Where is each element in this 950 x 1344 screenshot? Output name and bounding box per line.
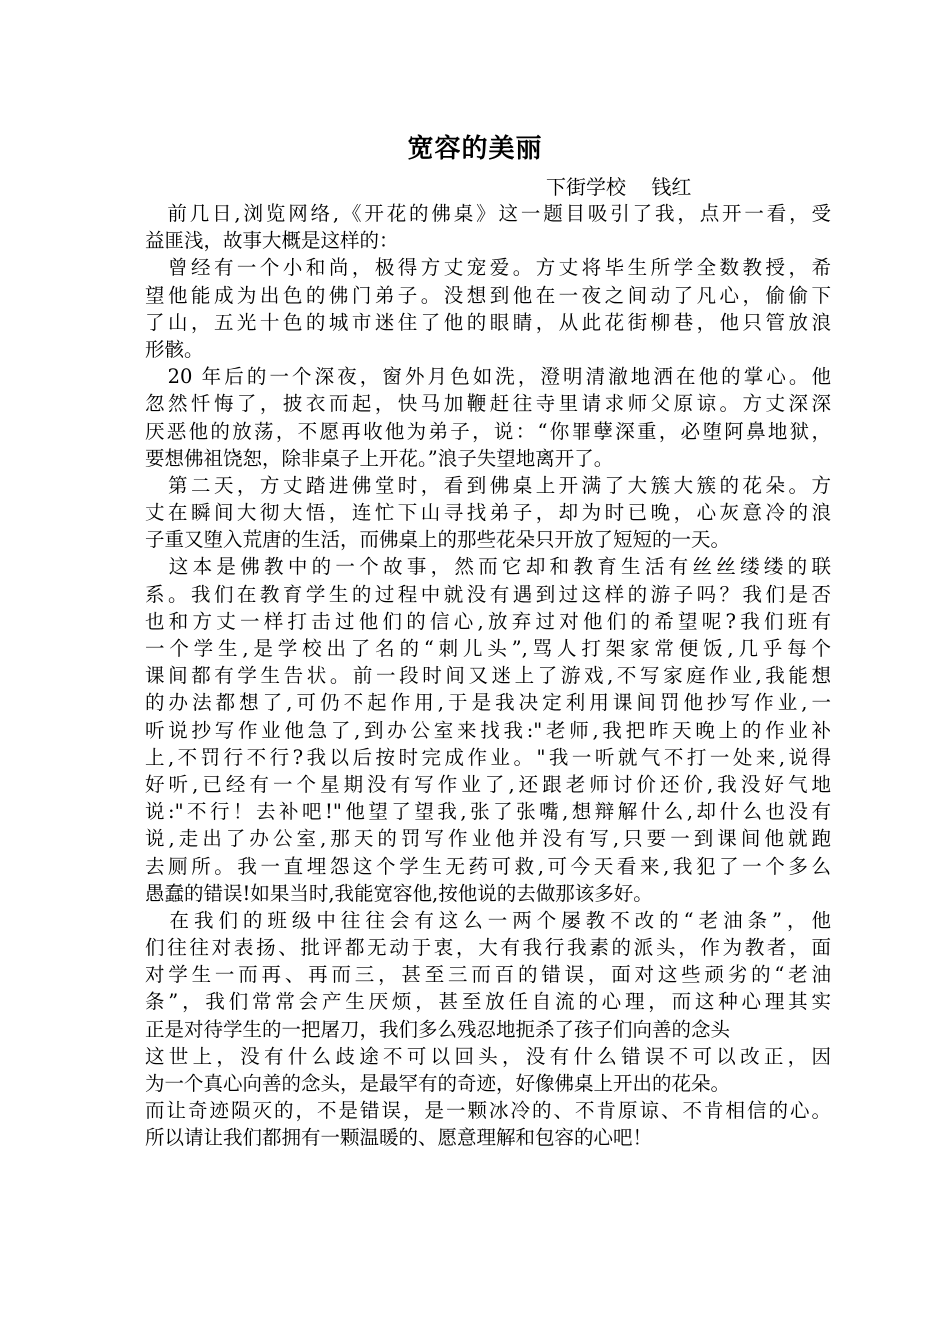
text-line: 说:"不行！去补吧!"他望了望我,张了张嘴,想辩解什么,却什么也没有 [145, 800, 831, 824]
text-line: 愚蠢的错误!如果当时,我能宽容他,按他说的去做那该多好。 [145, 881, 653, 905]
text-line: 第二天，方丈踏进佛堂时，看到佛桌上开满了大簇大簇的花朵。方 [145, 473, 831, 497]
text-line: 益匪浅，故事大概是这样的： [145, 229, 399, 253]
text-line: 们往往对表扬、批评都无动于衷，大有我行我素的派头，作为教者，面 [145, 936, 831, 960]
text-line: 对学生一而再、再而三，甚至三而百的错误，面对这些顽劣的“老油 [145, 963, 831, 987]
text-line: 去厕所。我一直埋怨这个学生无药可救,可今天看来,我犯了一个多么 [145, 854, 831, 878]
text-line: 所以请让我们都拥有一颗温暖的、愿意理解和包容的心吧！ [145, 1126, 653, 1150]
text-line: 子重又堕入荒唐的生活，而佛桌上的那些花朵只开放了短短的一天。 [145, 528, 731, 552]
text-line: 丈在瞬间大彻大悟，连忙下山寻找弟子，却为时已晚，心灰意冷的浪 [145, 501, 831, 525]
text-line: 望他能成为出色的佛门弟子。没想到他在一夜之间动了凡心，偷偷下 [145, 283, 831, 307]
text-line: 课间都有学生告状。前一段时间又迷上了游戏,不写家庭作业,我能想 [145, 664, 831, 688]
text-line: 的办法都想了,可仍不起作用,于是我决定利用课间罚他抄写作业,一 [145, 691, 831, 715]
paragraph [145, 363, 831, 472]
text-line: 正是对待学生的一把屠刀，我们多么残忍地扼杀了孩子们向善的念头 [145, 1017, 731, 1041]
text-line: 了山，五光十色的城市迷住了他的眼睛，从此花街柳巷，他只管放浪 [145, 310, 831, 334]
paragraph [145, 553, 831, 906]
text-line: 系。我们在教育学生的过程中就没有遇到过这样的游子吗？我们是否 [145, 582, 831, 606]
text-line: 在我们的班级中往往会有这么一两个屡教不改的“老油条”，他 [145, 908, 831, 932]
text-line: 这世上，没有什么歧途不可以回头，没有什么错误不可以改正，因 [145, 1044, 831, 1068]
text-line: 而让奇迹陨灭的，不是错误，是一颗冰冷的、不肯原谅、不肯相信的心。 [145, 1099, 831, 1123]
text-line: 要想佛祖饶恕，除非桌子上开花。”浪子失望地离开了。 [145, 446, 614, 470]
text-line: 好听,已经有一个星期没有写作业了,还跟老师讨价还价,我没好气地 [145, 772, 831, 796]
text-line: 条”，我们常常会产生厌烦，甚至放任自流的心理，而这种心理其实 [145, 990, 831, 1014]
paragraph [145, 1043, 831, 1152]
text-line: 前几日,浏览网络,《开花的佛桌》这一题目吸引了我，点开一看，受 [145, 202, 831, 225]
text-line: 这本是佛教中的一个故事，然而它却和教育生活有丝丝缕缕的联 [145, 555, 831, 579]
paragraph [145, 200, 831, 254]
text-line: 形骸。 [145, 337, 204, 361]
text-line: 上,不罚行不行?我以后按时完成作业。"我一听就气不打一处来,说得 [145, 745, 831, 769]
text-line: 曾经有一个小和尚，极得方丈宠爱。方丈将毕生所学全数教授，希 [145, 256, 831, 280]
article-body [145, 200, 831, 1152]
text-line: 说,走出了办公室,那天的罚写作业他并没有写,只要一到课间他就跑 [145, 827, 831, 851]
paragraph [145, 254, 831, 363]
author-line: 下街学校 钱红 [546, 175, 692, 199]
text-line: 20 年后的一个深夜，窗外月色如洗，澄明清澈地洒在他的掌心。他 [145, 365, 831, 389]
text-line: 厌恶他的放荡，不愿再收他为弟子，说：“你罪孽深重，必堕阿鼻地狱， [145, 419, 831, 443]
text-line: 也和方丈一样打击过他们的信心,放弃过对他们的希望呢?我们班有 [145, 609, 831, 633]
paragraph [145, 907, 831, 1043]
text-line: 一个学生,是学校出了名的“刺儿头”,骂人打架家常便饭,几乎每个 [145, 637, 831, 660]
page-title: 宽容的美丽 [407, 134, 543, 164]
text-line: 为一个真心向善的念头，是最罕有的奇迹，好像佛桌上开出的花朵。 [145, 1072, 731, 1095]
text-line: 听说抄写作业他急了,到办公室来找我:"老师,我把昨天晚上的作业补 [145, 718, 831, 742]
text-line: 忽然忏悔了，披衣而起，快马加鞭赶往寺里请求师父原谅。方丈深深 [145, 392, 831, 416]
paragraph [145, 472, 831, 554]
